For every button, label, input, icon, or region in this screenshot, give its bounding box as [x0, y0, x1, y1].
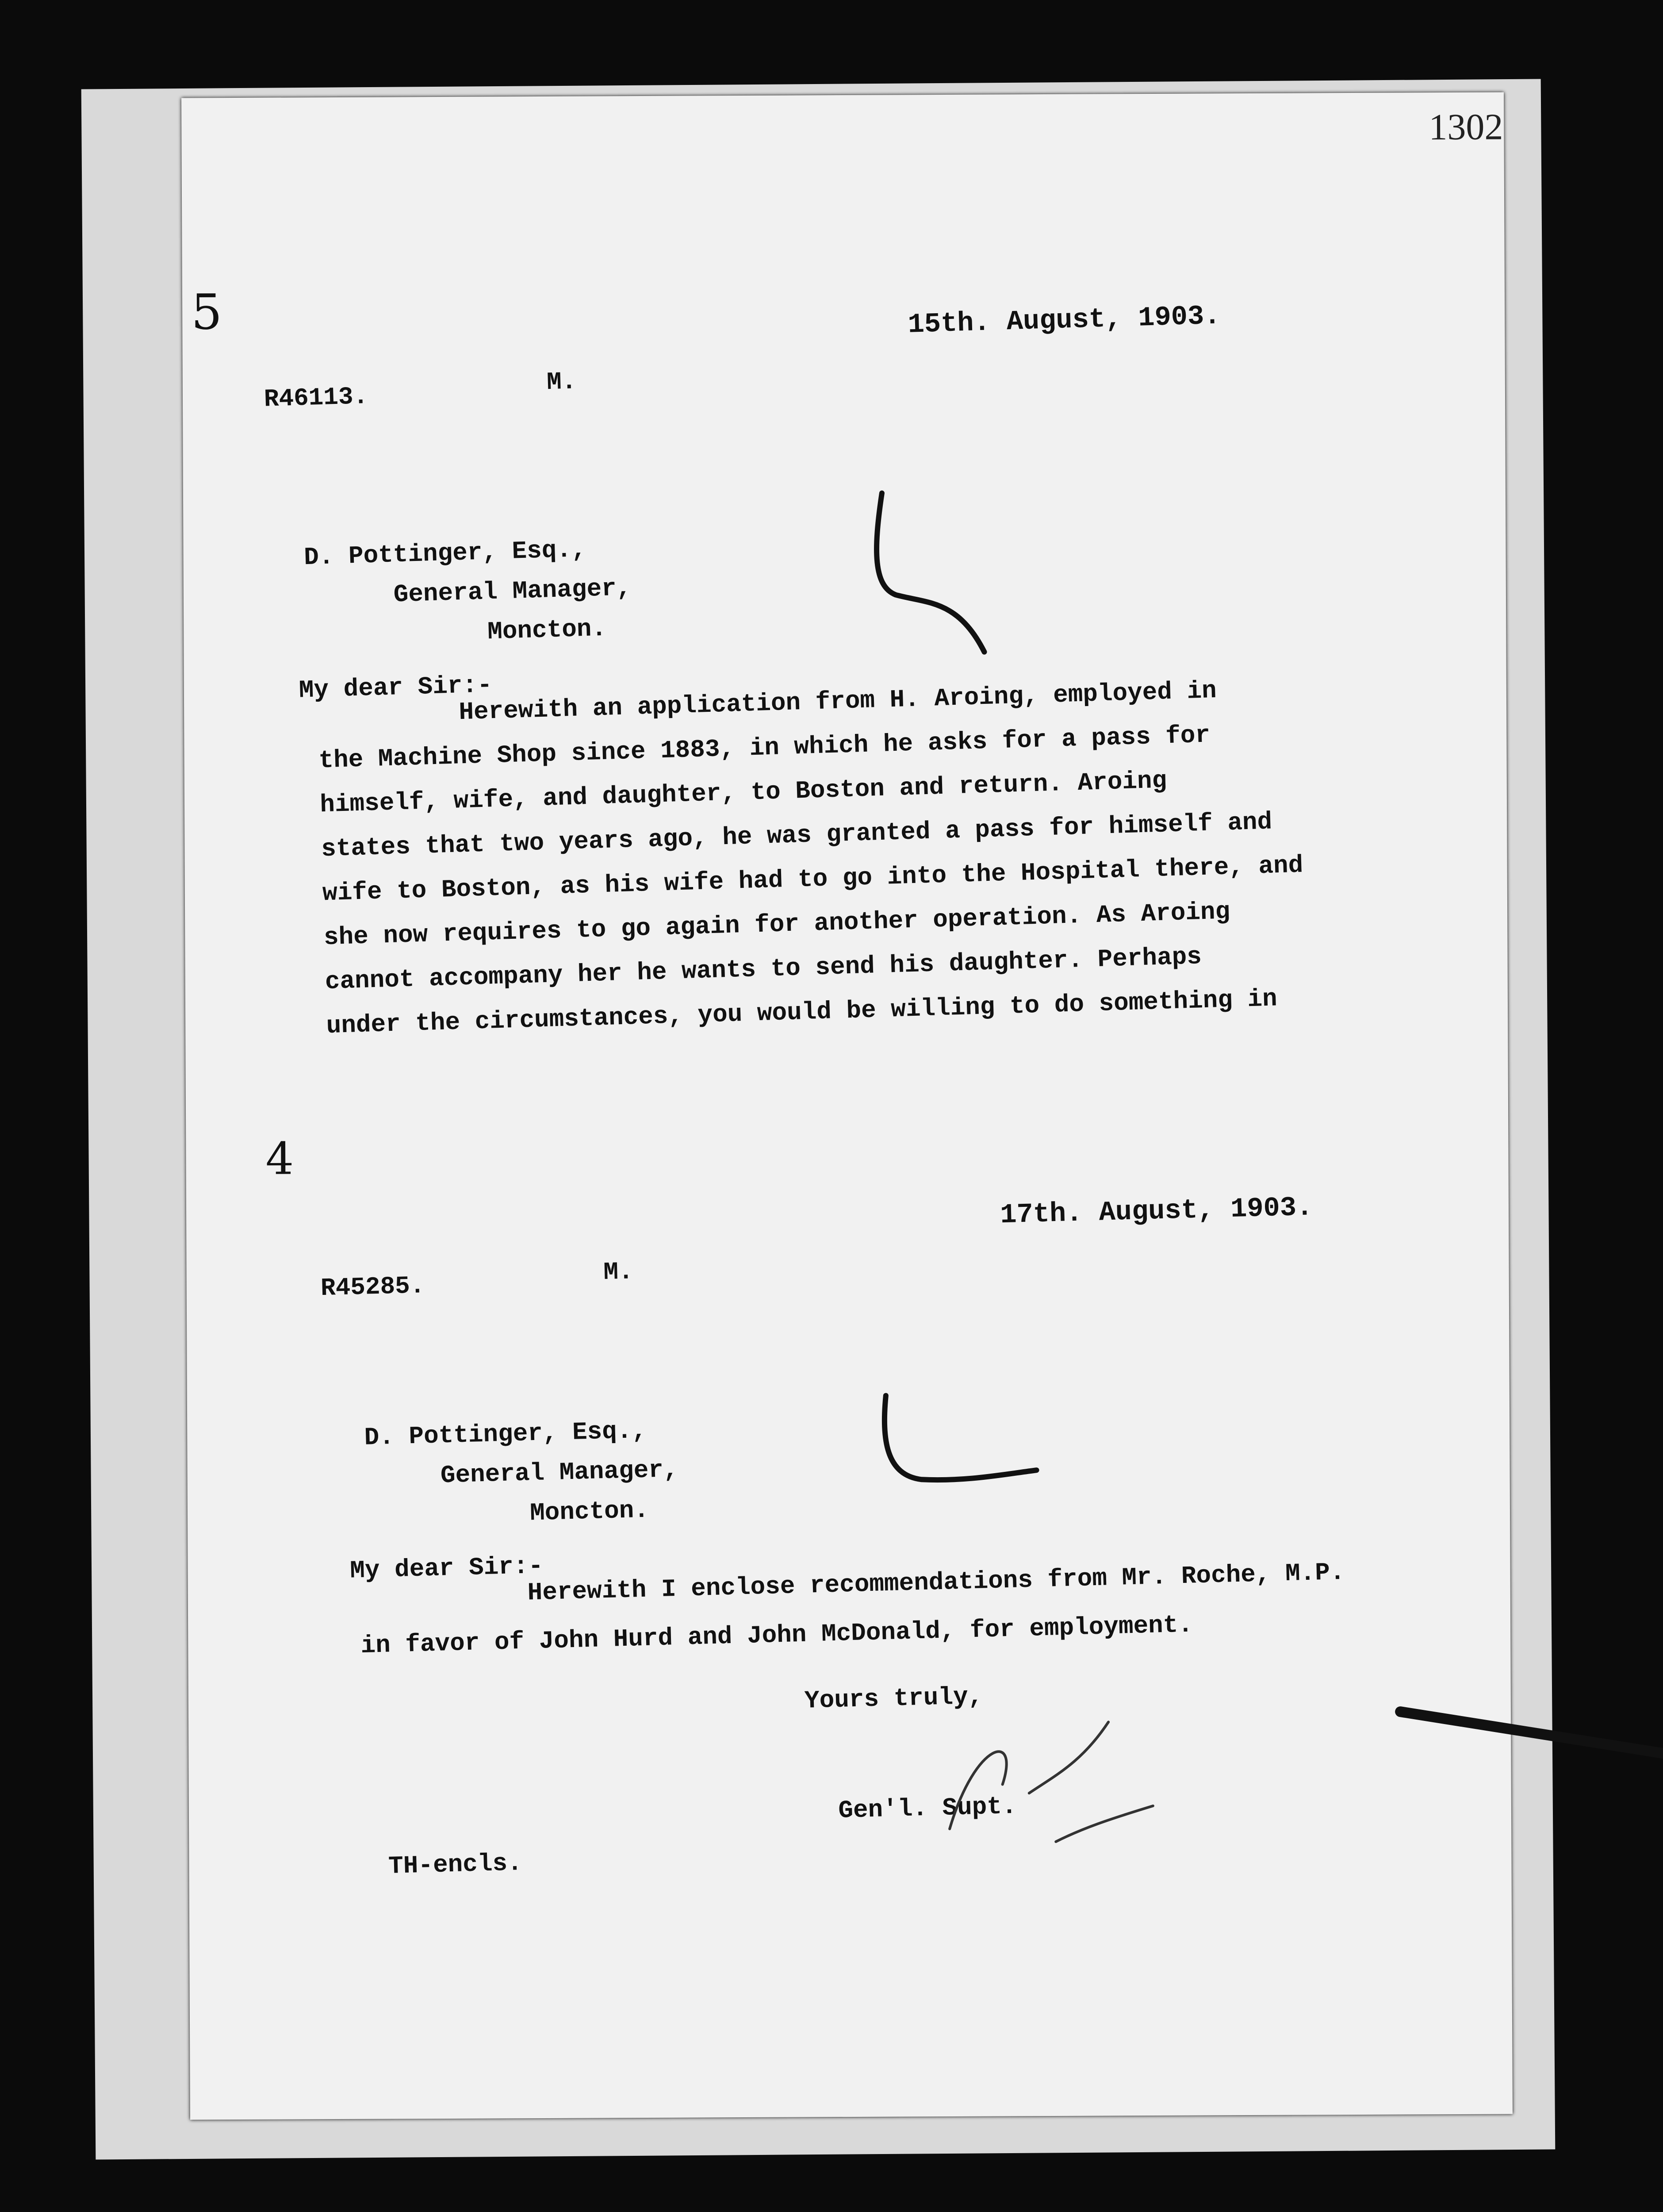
letter-1-body-line: cannot accompany her he wants to send his daughter. Perhaps — [325, 942, 1202, 996]
letter-2-addressee-city: Moncton. — [529, 1496, 649, 1528]
letterbook-page — [181, 92, 1513, 2120]
letter-1-date: 15th. August, 1903. — [907, 300, 1221, 341]
margin-mark-top: 5 — [191, 284, 222, 341]
letter-2-body-line: in favor of John Hurd and John McDonald, for employment. — [360, 1610, 1193, 1660]
letter-1-salutation: My dear Sir:- — [299, 671, 493, 705]
letter-1-body-line: she now requires to go again for another operation. As Aroing — [323, 897, 1231, 952]
letter-1-mark: M. — [546, 367, 577, 397]
letter-1-addressee-title: General Manager, — [393, 573, 632, 609]
letter-1-body-line: states that two years ago, he was granted a pass for himself and — [321, 807, 1273, 864]
letter-2-closing: Yours truly, — [804, 1682, 984, 1715]
letter-2-body-line: Herewith I enclose recommendations from Mr. Roche, M.P. — [527, 1558, 1345, 1607]
letter-1-body-line: under the circumstances, you would be willing to do something in — [326, 984, 1278, 1041]
pen-stroke-mark — [855, 484, 1015, 670]
letter-1-body-line: himself, wife, and daughter, to Boston and return. Aroing — [319, 766, 1168, 819]
letter-2-enclosure: TH-encls. — [388, 1849, 523, 1881]
letter-1-body-line: wife to Boston, as his wife had to go into the Hospital there, and — [322, 851, 1304, 908]
letter-2-date: 17th. August, 1903. — [1000, 1191, 1314, 1231]
letter-1-addressee-city: Moncton. — [487, 614, 607, 646]
letter-1-body-line: Herewith an application from H. Aroing, employed in — [458, 676, 1217, 727]
letter-2-salutation: My dear Sir:- — [349, 1551, 544, 1585]
letter-2-addressee-title: General Manager, — [440, 1455, 679, 1490]
page-number: 1302 — [1429, 106, 1503, 148]
letter-2-mark: M. — [603, 1257, 634, 1286]
margin-mark-middle: 4 — [265, 1133, 294, 1185]
letter-2-addressee-name: D. Pottinger, Esq., — [364, 1416, 647, 1452]
letter-2-reference: R45285. — [320, 1271, 425, 1303]
signature-scrawl — [923, 1695, 1198, 1856]
pen-stroke-mark — [868, 1386, 1054, 1502]
letter-1-addressee-name: D. Pottinger, Esq., — [303, 535, 587, 572]
letter-1-reference: R46113. — [264, 382, 369, 414]
letter-1-body-line: the Machine Shop since 1883, in which he asks for a pass for — [318, 721, 1211, 775]
letter-2-signature-title: Gen'l. Supt. — [838, 1792, 1017, 1825]
